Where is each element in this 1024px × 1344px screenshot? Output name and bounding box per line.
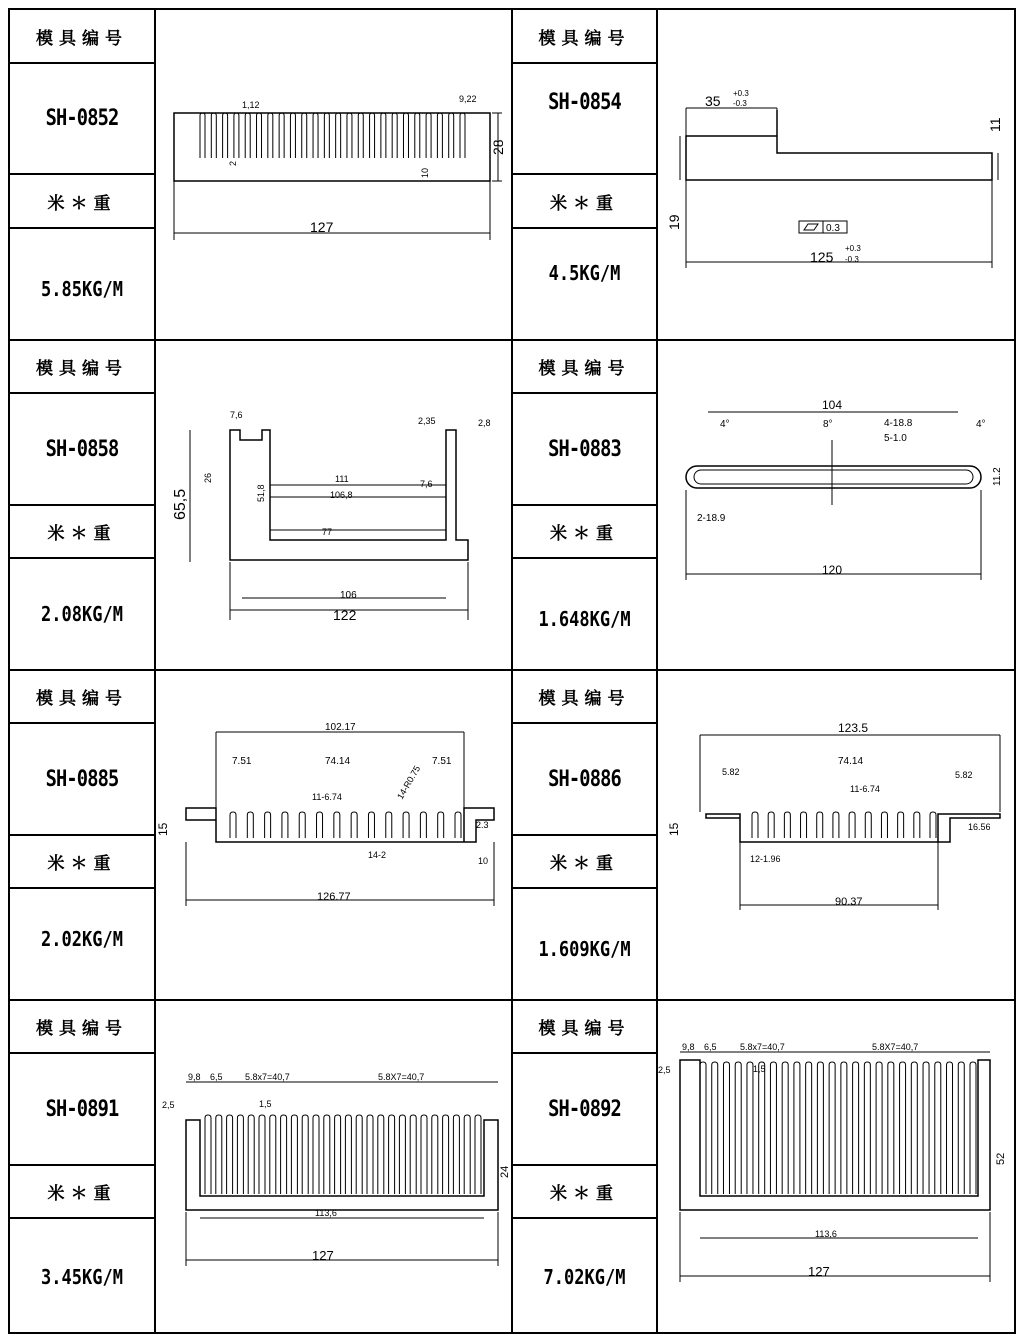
dim-text: 10 <box>420 167 430 178</box>
mold-no-header: 模具编号 <box>36 359 128 379</box>
fin <box>817 812 823 838</box>
weight-header: 米＊重 <box>47 1184 117 1204</box>
dim-text: 5.8X7=40,7 <box>872 1042 919 1052</box>
dim-text: 122 <box>333 607 357 623</box>
dim-text: 4-18.8 <box>884 418 913 429</box>
fin <box>876 1062 882 1194</box>
mold-code: SH-0852 <box>45 106 119 131</box>
dim-text: 1,12 <box>242 100 260 110</box>
mold-no-header: 模具编号 <box>538 1019 631 1039</box>
fin <box>299 812 305 838</box>
mold-no-header: 模具编号 <box>36 689 128 709</box>
dim-text: 125 <box>810 249 834 265</box>
fin <box>806 1062 812 1194</box>
fin <box>914 812 920 838</box>
dim-text: 7,6 <box>230 410 243 420</box>
fin <box>768 812 774 838</box>
fin <box>324 113 329 158</box>
fin <box>245 113 250 158</box>
fin <box>426 113 431 158</box>
dim-text: 127 <box>310 219 334 235</box>
dim-text: 123.5 <box>838 721 869 735</box>
dim-text: 9,8 <box>188 1072 201 1082</box>
fin <box>881 812 887 838</box>
fin <box>900 1062 906 1194</box>
fin <box>747 1062 753 1194</box>
fin <box>801 812 807 838</box>
fin <box>200 113 205 158</box>
fin <box>317 812 323 838</box>
dim-text: 9,8 <box>682 1042 695 1052</box>
dim-text: 0.3 <box>826 223 840 234</box>
fin <box>211 113 216 158</box>
fin <box>223 113 228 158</box>
fin <box>735 1062 741 1194</box>
dim-text: 113,6 <box>815 1229 837 1239</box>
fin <box>438 812 444 838</box>
fin <box>865 812 871 838</box>
fin <box>841 1062 847 1194</box>
profile-sh-0892 <box>658 1042 1007 1282</box>
dim-text: 106,8 <box>330 490 353 500</box>
fin <box>389 1115 395 1194</box>
fin <box>888 1062 894 1194</box>
dim-text: 35 <box>705 93 721 109</box>
fin <box>712 1062 718 1194</box>
weight-value: 4.5KG/M <box>548 261 621 285</box>
profile-sh-0854 <box>666 89 1003 268</box>
fin <box>247 812 253 838</box>
fin <box>358 113 363 158</box>
mold-no-header: 模具编号 <box>36 28 128 49</box>
profile-sh-0883 <box>686 398 1003 580</box>
fin <box>784 812 790 838</box>
mold-no-header: 模具编号 <box>538 689 631 709</box>
fin <box>248 1115 254 1194</box>
dim-text: 5.82 <box>955 770 973 780</box>
fin <box>237 1115 243 1194</box>
weight-header: 米＊重 <box>550 1184 619 1204</box>
mold-no-header: 模具编号 <box>36 1019 128 1039</box>
dim-text: 65,5 <box>172 488 189 520</box>
dim-text: 104 <box>822 398 843 412</box>
dim-text: 11-6.74 <box>312 792 342 802</box>
fin <box>958 1062 964 1194</box>
fin <box>752 812 758 838</box>
fin <box>270 1115 276 1194</box>
fin <box>257 113 262 158</box>
fin <box>279 113 284 158</box>
dim-text: 6,5 <box>210 1072 223 1082</box>
fin <box>460 113 465 158</box>
fin <box>265 812 271 838</box>
fin <box>849 812 855 838</box>
dim-text: 26 <box>203 472 213 483</box>
fin <box>415 113 420 158</box>
dim-text: 1,5 <box>259 1099 272 1109</box>
dim-text: 11-6.74 <box>850 784 880 794</box>
dim-text: 5.82 <box>722 767 740 777</box>
mold-code: SH-0885 <box>45 766 119 792</box>
fin <box>399 1115 405 1194</box>
mold-no-header: 模具编号 <box>538 28 631 49</box>
dim-text: 74.14 <box>838 756 864 767</box>
dim-text: 51,8 <box>256 484 266 502</box>
fin <box>420 812 426 838</box>
dim-text: 2,8 <box>478 418 491 428</box>
weight-value: 2.08KG/M <box>41 602 123 626</box>
fin <box>782 1062 788 1194</box>
weight-value: 1.648KG/M <box>538 607 631 631</box>
dim-text: 6,5 <box>704 1042 717 1052</box>
fin <box>432 1115 438 1194</box>
dim-text: 102.17 <box>325 722 356 733</box>
dim-text: -0.3 <box>733 99 747 108</box>
dim-text: 5.8x7=40,7 <box>740 1042 785 1052</box>
fin <box>347 113 352 158</box>
profile-sh-0891 <box>162 1072 511 1266</box>
profile-sh-0858 <box>172 410 491 623</box>
dim-text: 8° <box>823 419 833 430</box>
fin <box>259 1115 265 1194</box>
fin <box>345 1115 351 1194</box>
profile-sh-0885 <box>156 722 494 906</box>
dim-text: 11 <box>987 117 1003 132</box>
dim-text: 14-2 <box>368 850 387 860</box>
dim-text: 16.56 <box>968 822 991 832</box>
dim-text: 77 <box>322 527 333 537</box>
dim-text: 127 <box>808 1264 830 1279</box>
fin <box>453 1115 459 1194</box>
dim-text: 5.8X7=40,7 <box>378 1072 425 1082</box>
mold-no-header: 模具编号 <box>538 359 631 379</box>
fin <box>930 812 936 838</box>
dim-text: 126.77 <box>317 891 351 903</box>
fin <box>368 812 374 838</box>
dim-text: 14-R0.75 <box>395 763 423 801</box>
dim-text: 28 <box>490 139 506 155</box>
weight-value: 7.02KG/M <box>543 1264 626 1289</box>
dim-text: 127 <box>312 1248 334 1263</box>
weight-value: 5.85KG/M <box>41 277 123 301</box>
dim-text: 120 <box>822 563 843 577</box>
fin <box>324 1115 330 1194</box>
dim-text: 113,6 <box>315 1208 337 1218</box>
dim-text: 52 <box>995 1152 1007 1165</box>
fin <box>205 1115 211 1194</box>
dim-text: 11.2 <box>992 467 1003 486</box>
fin <box>302 113 307 158</box>
fin <box>947 1062 953 1194</box>
dim-text: 10 <box>478 856 489 866</box>
weight-header: 米＊重 <box>550 193 619 214</box>
dim-text: -0.3 <box>845 255 859 264</box>
fin <box>817 1062 823 1194</box>
fin <box>234 113 239 158</box>
fin <box>935 1062 941 1194</box>
weight-header: 米＊重 <box>550 854 619 874</box>
fin <box>829 1062 835 1194</box>
fin <box>281 1115 287 1194</box>
fin <box>464 1115 470 1194</box>
dim-text: 74.14 <box>325 756 351 767</box>
fin <box>313 113 318 158</box>
fin <box>351 812 357 838</box>
fin <box>290 113 295 158</box>
weight-header: 米＊重 <box>550 524 619 544</box>
dim-text: 90.37 <box>835 896 863 908</box>
fin <box>853 1062 859 1194</box>
fin <box>833 812 839 838</box>
fin <box>911 1062 917 1194</box>
mold-code: SH-0886 <box>548 766 621 792</box>
fin <box>403 812 409 838</box>
dim-text: +0.3 <box>733 89 749 98</box>
fin <box>475 1115 481 1194</box>
fin <box>216 1115 222 1194</box>
dim-text: 9,22 <box>459 94 477 104</box>
dim-text: 106 <box>340 590 357 601</box>
dim-text: 2,5 <box>658 1065 671 1075</box>
dim-text: 19 <box>666 214 682 230</box>
fin <box>410 1115 416 1194</box>
fin <box>421 1115 427 1194</box>
fin <box>759 1062 765 1194</box>
fin <box>923 1062 929 1194</box>
fin <box>367 1115 373 1194</box>
weight-header: 米＊重 <box>47 854 117 874</box>
fin <box>386 812 392 838</box>
dim-text: 7,6 <box>420 479 433 489</box>
fin <box>700 1062 706 1194</box>
fin <box>723 1062 729 1194</box>
fin <box>313 1115 319 1194</box>
dim-text: 2-18.9 <box>697 513 726 524</box>
dim-text: 2,35 <box>418 416 436 426</box>
fin <box>336 113 341 158</box>
dim-text: +0.3 <box>845 244 861 253</box>
weight-value: 3.45KG/M <box>41 1264 123 1289</box>
dim-text: 2,5 <box>162 1100 175 1110</box>
dim-text: 5-1.0 <box>884 433 907 444</box>
profile-sh-0886 <box>667 721 1000 910</box>
fin <box>770 1062 776 1194</box>
fin <box>227 1115 233 1194</box>
fin <box>378 1115 384 1194</box>
fin <box>392 113 397 158</box>
fin <box>335 1115 341 1194</box>
dim-text: 1,5 <box>753 1064 766 1074</box>
dim-text: 111 <box>335 474 349 484</box>
fin <box>403 113 408 158</box>
weight-value: 2.02KG/M <box>41 927 123 951</box>
weight-value: 1.609KG/M <box>538 937 631 961</box>
fin <box>437 113 442 158</box>
fin <box>455 812 461 838</box>
fin <box>794 1062 800 1194</box>
dim-text: 2 <box>228 160 238 166</box>
weight-header: 米＊重 <box>47 193 117 214</box>
mold-code: SH-0883 <box>548 436 621 462</box>
fin <box>356 1115 362 1194</box>
mold-code: SH-0891 <box>45 1096 119 1122</box>
dim-text: 2.3 <box>476 820 489 830</box>
fin <box>291 1115 297 1194</box>
fin <box>449 113 454 158</box>
fin <box>302 1115 308 1194</box>
dim-text: 15 <box>156 822 170 836</box>
fin <box>864 1062 870 1194</box>
dim-text: 7.51 <box>432 756 452 767</box>
dim-text: 4° <box>976 419 986 430</box>
mold-code: SH-0858 <box>45 436 119 462</box>
mold-code: SH-0854 <box>548 89 621 115</box>
fin <box>268 113 273 158</box>
fin <box>443 1115 449 1194</box>
dim-text: 12-1.96 <box>750 854 781 864</box>
dim-text: 4° <box>720 419 730 430</box>
fin <box>282 812 288 838</box>
fin <box>898 812 904 838</box>
fin <box>381 113 386 158</box>
dim-text: 24 <box>499 1165 511 1178</box>
mold-code: SH-0892 <box>548 1096 621 1122</box>
dim-text: 15 <box>667 822 681 836</box>
fin <box>230 812 236 838</box>
fin <box>334 812 340 838</box>
weight-header: 米＊重 <box>47 524 117 544</box>
fin <box>370 113 375 158</box>
dim-text: 7.51 <box>232 756 252 767</box>
fin <box>970 1062 976 1194</box>
profile-sh-0852 <box>174 94 506 240</box>
dim-text: 5.8x7=40,7 <box>245 1072 290 1082</box>
